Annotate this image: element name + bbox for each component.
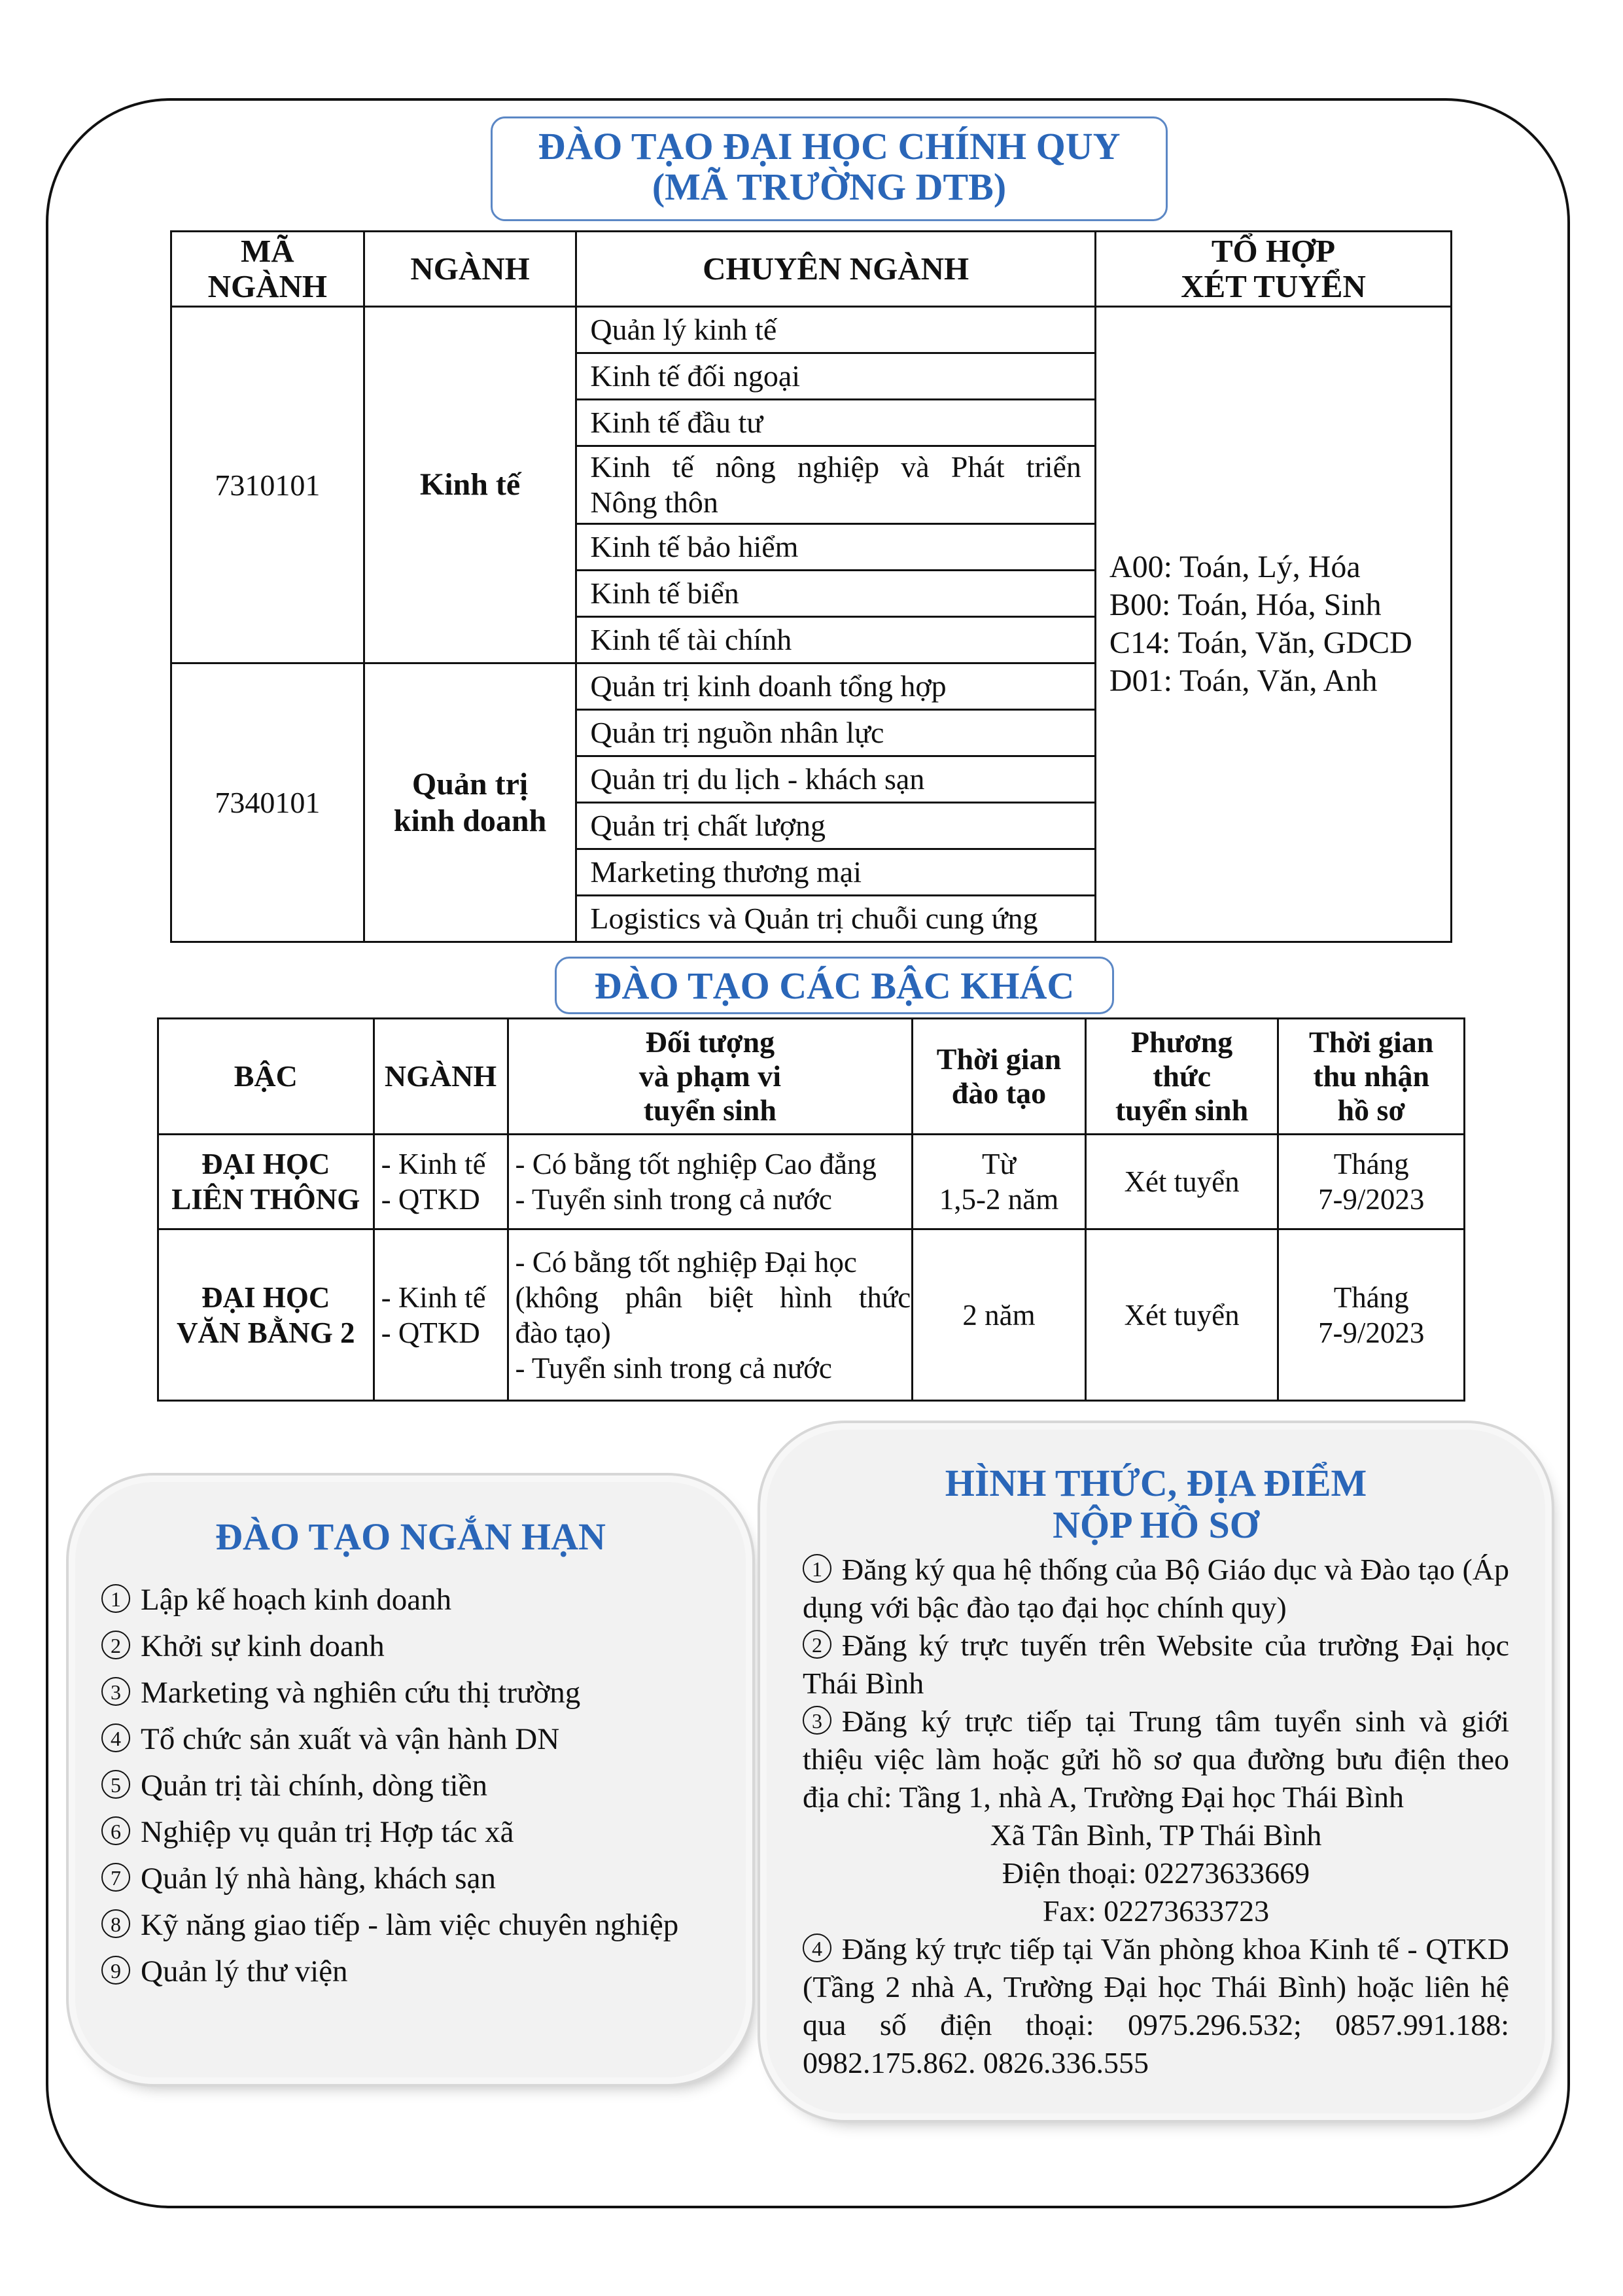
specialization: Kinh tế biển — [576, 571, 1096, 617]
specialization: Kinh tế đầu tư — [576, 400, 1096, 446]
to-hop-cell — [1095, 307, 1451, 942]
list-item: 3 Marketing và nghiên cứu thị trường — [101, 1670, 733, 1716]
specialization: Quản trị du lịch - khách sạn — [576, 756, 1096, 803]
submission-title: HÌNH THỨC, ĐỊA ĐIỂM NỘP HỒ SƠ — [945, 1462, 1367, 1546]
to-hop-item: A00: Toán, Lý, Hóa — [1109, 550, 1361, 584]
header-nganh: NGÀNH — [374, 1019, 508, 1135]
number-badge: 4 — [101, 1723, 130, 1752]
number-badge: 3 — [803, 1706, 831, 1735]
nhan-ho-so-cell: Tháng 7-9/2023 — [1278, 1135, 1465, 1229]
specialization: Quản trị kinh doanh tổng hợp — [576, 663, 1096, 710]
list-item: 6 Nghiệp vụ quản trị Hợp tác xã — [101, 1809, 733, 1856]
thoi-gian-cell: 2 năm — [913, 1229, 1086, 1401]
address-line: Xã Tân Bình, TP Thái Bình — [990, 1818, 1322, 1852]
table-row — [158, 1135, 1465, 1229]
to-hop-item: D01: Toán, Văn, Anh — [1109, 663, 1378, 698]
major-code: 7340101 — [171, 663, 364, 942]
phone-line: Điện thoại: 02273633669 — [1002, 1856, 1310, 1890]
specialization: Quản trị chất lượng — [576, 803, 1096, 849]
title-line-1: ĐÀO TẠO ĐẠI HỌC CHÍNH QUY — [538, 125, 1121, 168]
list-item: 4 Tổ chức sản xuất và vận hành DN — [101, 1716, 733, 1763]
list-item: 2 Khởi sự kinh doanh — [101, 1623, 733, 1670]
doi-tuong-cell: - Có bằng tốt nghiệp Cao đẳng - Tuyển sinh trong cả nước — [508, 1135, 913, 1229]
specialization: Marketing thương mại — [576, 849, 1096, 896]
number-badge: 7 — [101, 1863, 130, 1892]
chinh-quy-table — [170, 230, 1452, 943]
header-to-hop: TỔ HỢP XÉT TUYỂN — [1095, 232, 1451, 307]
specialization: Kinh tế nông nghiệp và Phát triển Nông thôn — [576, 446, 1096, 524]
number-badge: 8 — [101, 1909, 130, 1938]
nhan-ho-so-cell: Tháng 7-9/2023 — [1278, 1229, 1465, 1401]
list-item: 1 Lập kế hoạch kinh doanh — [101, 1577, 733, 1623]
number-badge: 2 — [803, 1630, 831, 1659]
submission-item-3: 3 Đăng ký trực tiếp tại Trung tâm tuyển sinh và giới thiệu việc làm hoặc gửi hồ sơ qua đường bưu điện theo địa chỉ: Tầng 1, nhà A, Trường Đại học Thái Bình — [803, 1704, 1509, 1814]
major-name: Kinh tế — [364, 307, 576, 663]
number-badge: 1 — [803, 1554, 831, 1583]
nganh-cell: - Kinh tế - QTKD — [374, 1135, 508, 1229]
short-courses-title: ĐÀO TẠO NGẮN HẠN — [215, 1515, 606, 1558]
header-chuyen-nganh: CHUYÊN NGÀNH — [576, 232, 1096, 307]
specialization: Quản lý kinh tế — [576, 307, 1096, 353]
nganh-cell: - Kinh tế - QTKD — [374, 1229, 508, 1401]
table-row — [158, 1229, 1465, 1401]
to-hop-item: C14: Toán, Văn, GDCD — [1109, 626, 1412, 660]
header-bac: BẬC — [158, 1019, 374, 1135]
header-nganh: NGÀNH — [364, 232, 576, 307]
submission-card — [767, 1430, 1545, 2113]
list-item: 8 Kỹ năng giao tiếp - làm việc chuyên nghiệp — [101, 1902, 733, 1949]
short-courses-card — [75, 1482, 746, 2077]
table-header-row — [171, 232, 1452, 307]
submission-item-2: 2 Đăng ký trực tuyến trên Website của trường Đại học Thái Bình — [803, 1629, 1509, 1700]
number-badge: 1 — [101, 1584, 130, 1613]
submission-body — [803, 1551, 1509, 2082]
header-nhan-ho-so: Thời gian thu nhận hồ sơ — [1278, 1019, 1465, 1135]
major-code: 7310101 — [171, 307, 364, 663]
bac-cell: ĐẠI HỌC LIÊN THÔNG — [158, 1135, 374, 1229]
number-badge: 2 — [101, 1631, 130, 1659]
specialization: Logistics và Quản trị chuỗi cung ứng — [576, 896, 1096, 942]
table-header-row — [158, 1019, 1465, 1135]
fax-line: Fax: 02273633723 — [1042, 1894, 1270, 1928]
number-badge: 4 — [803, 1934, 831, 1962]
phuong-thuc-cell: Xét tuyển — [1085, 1229, 1278, 1401]
number-badge: 3 — [101, 1677, 130, 1706]
thoi-gian-cell: Từ 1,5-2 năm — [913, 1135, 1086, 1229]
number-badge: 9 — [101, 1956, 130, 1985]
section-title-chinh-quy — [491, 116, 1168, 221]
bac-cell: ĐẠI HỌC VĂN BẰNG 2 — [158, 1229, 374, 1401]
list-item: 5 Quản trị tài chính, dòng tiền — [101, 1763, 733, 1809]
specialization: Kinh tế tài chính — [576, 617, 1096, 663]
phuong-thuc-cell: Xét tuyển — [1085, 1135, 1278, 1229]
specialization: Kinh tế đối ngoại — [576, 353, 1096, 400]
bac-khac-table — [157, 1017, 1465, 1402]
specialization: Quản trị nguồn nhân lực — [576, 710, 1096, 756]
header-thoi-gian: Thời gian đào tạo — [913, 1019, 1086, 1135]
section-title-bac-khac: ĐÀO TẠO CÁC BẬC KHÁC — [555, 957, 1114, 1014]
header-ma-nganh: MÃ NGÀNH — [171, 232, 364, 307]
list-item: 9 Quản lý thư viện — [101, 1949, 733, 1995]
number-badge: 6 — [101, 1816, 130, 1845]
header-phuong-thuc: Phương thức tuyển sinh — [1085, 1019, 1278, 1135]
specialization: Kinh tế bảo hiểm — [576, 524, 1096, 571]
table-row — [171, 307, 1452, 353]
short-courses-list — [101, 1577, 733, 1995]
submission-item-1: 1 Đăng ký qua hệ thống của Bộ Giáo dục và Đào tạo (Áp dụng với bậc đào tạo đại học chính quy) — [803, 1553, 1509, 1624]
doi-tuong-cell: - Có bằng tốt nghiệp Đại học (không phân biệt hình thức đào tạo) - Tuyển sinh trong cả nước — [508, 1229, 913, 1401]
number-badge: 5 — [101, 1770, 130, 1799]
to-hop-item: B00: Toán, Hóa, Sinh — [1109, 588, 1382, 622]
title-line-2: (MÃ TRƯỜNG DTB) — [652, 166, 1007, 208]
list-item: 7 Quản lý nhà hàng, khách sạn — [101, 1856, 733, 1902]
header-doi-tuong: Đối tượng và phạm vi tuyển sinh — [508, 1019, 913, 1135]
major-name: Quản trị kinh doanh — [364, 663, 576, 942]
submission-item-4: 4 Đăng ký trực tiếp tại Văn phòng khoa Kinh tế - QTKD (Tầng 2 nhà A, Trường Đại học Thái Bình) hoặc liên hệ qua số điện thoại: 0975.296.532; 0857.991.188: 0982.175.862. 0826.336.555 — [803, 1932, 1509, 2079]
